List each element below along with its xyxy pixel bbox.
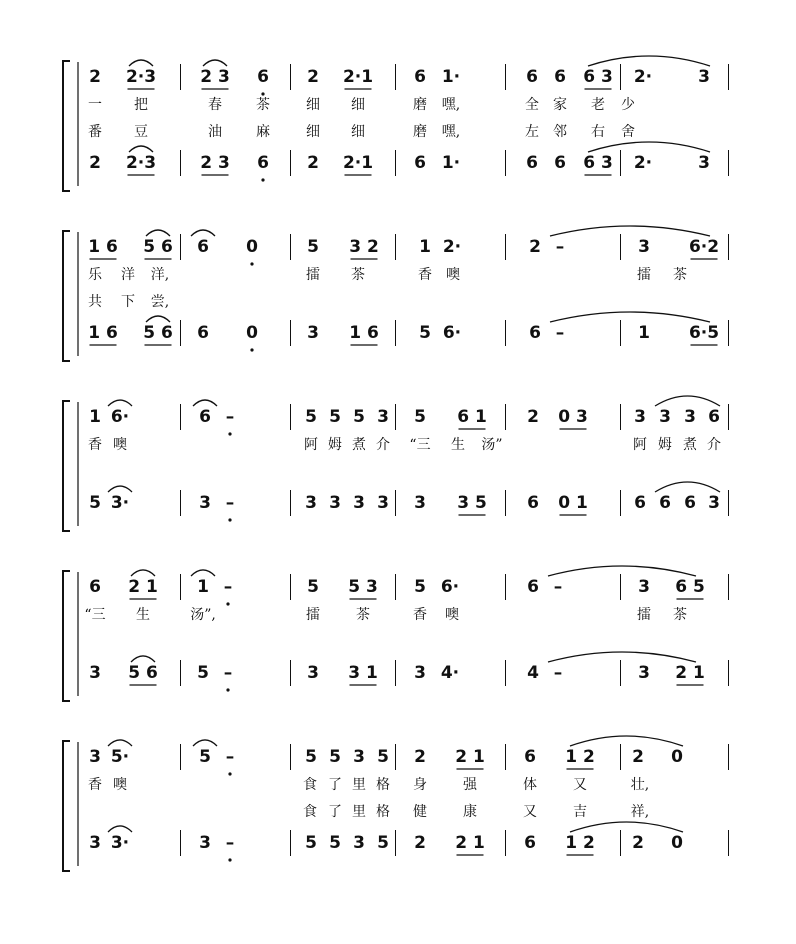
lower-note: 3 (307, 663, 319, 683)
upper-note: 3 (377, 407, 389, 427)
barline (505, 744, 506, 770)
upper-note: 1 (419, 237, 431, 257)
lyric-syllable: 家 (553, 97, 567, 113)
barline (728, 830, 729, 856)
barline (395, 574, 396, 600)
lower-note: 3 (199, 833, 211, 853)
upper-note: 6 (199, 407, 211, 427)
lower-note: 3 (353, 833, 365, 853)
lyric-syllable: 嘿, (441, 124, 461, 140)
barline (180, 64, 181, 90)
upper-note: – (225, 747, 235, 767)
lyric-syllable: 煮 (683, 437, 697, 453)
lyric-syllable: 细 (351, 97, 365, 113)
upper-note: 2· (442, 237, 462, 257)
lyric-syllable: 格 (376, 804, 390, 820)
upper-note: 2 1 (128, 577, 158, 597)
lower-note: 2·1 (342, 153, 374, 173)
upper-note: 6 3 (583, 67, 613, 87)
barline (505, 490, 506, 516)
upper-note: 6 1 (457, 407, 487, 427)
lyric-syllable: 茶 (351, 267, 365, 283)
lyric-syllable: 香 (88, 777, 102, 793)
lower-note: 3 (414, 493, 426, 513)
lower-note: 3· (110, 493, 130, 513)
barline (180, 320, 181, 346)
barline (620, 744, 621, 770)
lyric-syllable: 健 (413, 804, 427, 820)
lyric-syllable: 强 (463, 777, 477, 793)
upper-note: 6 (527, 577, 539, 597)
lyric-syllable: 擂 (306, 267, 320, 283)
lower-note: 3· (110, 833, 130, 853)
lyric-syllable: 汤”, (190, 607, 216, 623)
upper-note: 2 (632, 747, 644, 767)
upper-note: 2·1 (342, 67, 374, 87)
lyric-syllable: 春 (208, 97, 222, 113)
upper-note: 1 (89, 407, 101, 427)
lower-note: 3 5 (457, 493, 487, 513)
lyric-syllable: 擂 (637, 607, 651, 623)
barline (395, 150, 396, 176)
upper-note: 5 3 (348, 577, 378, 597)
lower-note: 2 1 (675, 663, 705, 683)
upper-note: 6 (554, 67, 566, 87)
lyric-syllable: 身 (413, 777, 427, 793)
barline (180, 660, 181, 686)
lower-note: 2 3 (200, 153, 230, 173)
lower-note: – (223, 663, 233, 683)
upper-note: 3 (638, 577, 650, 597)
upper-note: 5 (305, 407, 317, 427)
lyric-syllable: 格 (376, 777, 390, 793)
upper-note: 6· (440, 577, 460, 597)
barline (180, 234, 181, 260)
lyric-syllable: 嘿, (441, 97, 461, 113)
upper-note: 1 6 (88, 237, 118, 257)
upper-note: 3 (638, 237, 650, 257)
lyric-syllable: 洋, (150, 267, 170, 283)
lyric-syllable: 生 (451, 437, 465, 453)
lyric-syllable: 香 (413, 607, 427, 623)
lower-note: 5 6 (143, 323, 173, 343)
lyric-syllable: 茶 (356, 607, 370, 623)
barline (728, 64, 729, 90)
upper-note: – (553, 577, 563, 597)
lower-note: 6 (529, 323, 541, 343)
lyric-syllable: 细 (306, 97, 320, 113)
lyric-syllable: “三 (84, 607, 106, 623)
lower-note: 6 (257, 153, 269, 173)
lyric-syllable: 食 (303, 777, 317, 793)
upper-note: – (225, 407, 235, 427)
barline (505, 404, 506, 430)
barline (180, 744, 181, 770)
lyric-syllable: 噢 (446, 267, 460, 283)
lower-note: 1 6 (88, 323, 118, 343)
upper-note: 0 (246, 237, 258, 257)
lyric-syllable: 麻 (256, 124, 270, 140)
barline (290, 490, 291, 516)
lower-note: 3 (698, 153, 710, 173)
upper-note: 0 (671, 747, 683, 767)
lyric-syllable: 擂 (637, 267, 651, 283)
lower-note: 3 (414, 663, 426, 683)
barline (180, 490, 181, 516)
lower-note: 5 (89, 493, 101, 513)
upper-note: 5 (329, 407, 341, 427)
upper-note: 5 (414, 407, 426, 427)
lower-note: 5 (305, 833, 317, 853)
lyric-syllable: 磨 (413, 124, 427, 140)
barline (728, 150, 729, 176)
lyric-syllable: 豆 (134, 124, 148, 140)
barline (395, 320, 396, 346)
upper-note: 1 (197, 577, 209, 597)
lower-note: 6·5 (688, 323, 720, 343)
upper-note: 6 (526, 67, 538, 87)
upper-note: – (555, 237, 565, 257)
upper-note: 3 (634, 407, 646, 427)
lower-note: 6 (524, 833, 536, 853)
lower-note: 6· (442, 323, 462, 343)
barline (620, 830, 621, 856)
lower-note: 3 (89, 663, 101, 683)
lyric-syllable: 细 (306, 124, 320, 140)
upper-note: 6 (414, 67, 426, 87)
upper-note: 5 (307, 577, 319, 597)
lower-note: 0 (246, 323, 258, 343)
lower-note: 5 (377, 833, 389, 853)
lyric-syllable: 磨 (413, 97, 427, 113)
lyric-syllable: 下 (121, 294, 135, 310)
lower-note: 5 (419, 323, 431, 343)
upper-note: 5 (329, 747, 341, 767)
upper-note: 6 (197, 237, 209, 257)
upper-note: 6 (257, 67, 269, 87)
upper-note: 5 (377, 747, 389, 767)
lyric-syllable: 擂 (306, 607, 320, 623)
lyric-syllable: 康 (463, 804, 477, 820)
lower-note: 0 1 (558, 493, 588, 513)
system-bracket (62, 60, 70, 192)
barline (290, 234, 291, 260)
barline (728, 234, 729, 260)
lyric-syllable: 细 (351, 124, 365, 140)
lyric-syllable: 茶 (256, 97, 270, 113)
lyric-syllable: 煮 (352, 437, 366, 453)
lyric-syllable: 香 (88, 437, 102, 453)
lower-note: 6 (527, 493, 539, 513)
lower-note: 6 (659, 493, 671, 513)
barline (728, 404, 729, 430)
lower-note: 3 (353, 493, 365, 513)
lyric-syllable: 祥, (630, 804, 650, 820)
lyric-syllable: 姆 (658, 437, 672, 453)
barline (290, 660, 291, 686)
lyric-syllable: 汤” (481, 437, 503, 453)
lyric-syllable: 吉 (573, 804, 587, 820)
barline (395, 830, 396, 856)
upper-note: 0 3 (558, 407, 588, 427)
lower-note: 0 (671, 833, 683, 853)
lower-note: 2 (307, 153, 319, 173)
lower-note: 3 (199, 493, 211, 513)
upper-note: 3 (353, 747, 365, 767)
lyric-syllable: 壮, (630, 777, 650, 793)
lyric-syllable: 又 (523, 804, 537, 820)
lyric-syllable: 介 (376, 437, 390, 453)
lower-note: 3 (638, 663, 650, 683)
barline (180, 830, 181, 856)
lower-note: 1 2 (565, 833, 595, 853)
lower-note: – (225, 833, 235, 853)
upper-note: 5 (353, 407, 365, 427)
barline (505, 64, 506, 90)
lower-note: 4· (440, 663, 460, 683)
barline (180, 150, 181, 176)
lyric-syllable: 舍 (621, 124, 635, 140)
upper-note: 2 (414, 747, 426, 767)
lower-note: 2 (89, 153, 101, 173)
lower-note: 6 (526, 153, 538, 173)
barline (180, 404, 181, 430)
lower-note: 1 6 (349, 323, 379, 343)
barline (290, 744, 291, 770)
barline (290, 320, 291, 346)
upper-note: 2 (89, 67, 101, 87)
lower-note: 2 1 (455, 833, 485, 853)
lower-note: 3 (89, 833, 101, 853)
barline (505, 830, 506, 856)
barline (620, 574, 621, 600)
upper-note: 3 (659, 407, 671, 427)
lyric-syllable: 少 (621, 97, 635, 113)
system-bracket (62, 400, 70, 532)
lyric-syllable: 油 (208, 124, 222, 140)
upper-note: 5 (199, 747, 211, 767)
lower-note: 2 (414, 833, 426, 853)
barline (505, 574, 506, 600)
upper-note: 5· (110, 747, 130, 767)
lyric-syllable: 噢 (113, 437, 127, 453)
lower-note: 2 (632, 833, 644, 853)
upper-note: 2· (633, 67, 653, 87)
upper-note: 2 (527, 407, 539, 427)
upper-note: 2 (307, 67, 319, 87)
upper-note: 5 (305, 747, 317, 767)
upper-note: 6·2 (688, 237, 720, 257)
upper-note: 5 6 (143, 237, 173, 257)
lower-note: 6 (634, 493, 646, 513)
barline (290, 404, 291, 430)
lyric-syllable: 噢 (445, 607, 459, 623)
barline (505, 234, 506, 260)
lyric-syllable: 阿 (633, 437, 647, 453)
lower-note: 2·3 (125, 153, 157, 173)
upper-note: 3 2 (349, 237, 379, 257)
barline (290, 150, 291, 176)
lyric-syllable: 了 (328, 804, 342, 820)
upper-note: 3 (89, 747, 101, 767)
lyric-syllable: 全 (525, 97, 539, 113)
upper-note: 2 1 (455, 747, 485, 767)
lower-note: 4 (527, 663, 539, 683)
upper-note: 5 (307, 237, 319, 257)
lower-note: 6 (684, 493, 696, 513)
system-bracket (62, 570, 70, 702)
upper-note: 2·3 (125, 67, 157, 87)
barline (728, 320, 729, 346)
barline (395, 64, 396, 90)
lyric-syllable: 体 (523, 777, 537, 793)
lyric-syllable: 左 (525, 124, 539, 140)
barline (395, 744, 396, 770)
barline (728, 744, 729, 770)
lyric-syllable: 番 (88, 124, 102, 140)
lyric-syllable: 茶 (673, 607, 687, 623)
upper-note: 6 (708, 407, 720, 427)
lower-note: 3 (708, 493, 720, 513)
barline (620, 404, 621, 430)
barline (728, 660, 729, 686)
upper-note: 1· (441, 67, 461, 87)
lyric-syllable: 食 (303, 804, 317, 820)
upper-note: 6 (89, 577, 101, 597)
upper-note: 6 (524, 747, 536, 767)
barline (620, 64, 621, 90)
upper-note: – (223, 577, 233, 597)
lyric-syllable: 噢 (113, 777, 127, 793)
barline (620, 234, 621, 260)
lower-note: – (225, 493, 235, 513)
lower-note: 3 (329, 493, 341, 513)
lyric-syllable: 一 (88, 97, 102, 113)
lyric-syllable: 茶 (673, 267, 687, 283)
lower-note: 3 1 (348, 663, 378, 683)
lyric-syllable: 乐 (88, 267, 102, 283)
lyric-syllable: 里 (352, 804, 366, 820)
barline (620, 150, 621, 176)
barline (620, 660, 621, 686)
system-bracket (62, 740, 70, 872)
barline (395, 660, 396, 686)
barline (395, 234, 396, 260)
lower-note: 6 (197, 323, 209, 343)
lower-note: 6 (554, 153, 566, 173)
upper-note: 2 3 (200, 67, 230, 87)
system-bracket (62, 230, 70, 362)
lyric-syllable: 里 (352, 777, 366, 793)
barline (505, 660, 506, 686)
barline (290, 574, 291, 600)
lyric-syllable: 右 (591, 124, 605, 140)
upper-note: 6 5 (675, 577, 705, 597)
lower-note: 6 (414, 153, 426, 173)
lower-note: 5 6 (128, 663, 158, 683)
lyric-syllable: 洋 (121, 267, 135, 283)
lyric-syllable: 又 (573, 777, 587, 793)
upper-note: 2 (529, 237, 541, 257)
upper-note: 3 (684, 407, 696, 427)
lower-note: 5 (197, 663, 209, 683)
lyric-syllable: 姆 (328, 437, 342, 453)
barline (620, 490, 621, 516)
lower-note: – (555, 323, 565, 343)
lower-note: 5 (329, 833, 341, 853)
lower-note: 3 (377, 493, 389, 513)
barline (395, 490, 396, 516)
barline (290, 830, 291, 856)
lower-note: 3 (307, 323, 319, 343)
lyric-syllable: 尝, (150, 294, 170, 310)
barline (728, 490, 729, 516)
barline (728, 574, 729, 600)
lower-note: 1· (441, 153, 461, 173)
barline (505, 150, 506, 176)
lower-note: 3 (305, 493, 317, 513)
upper-note: 3 (698, 67, 710, 87)
barline (620, 320, 621, 346)
upper-note: 6· (110, 407, 130, 427)
lower-note: – (553, 663, 563, 683)
lower-note: 1 (638, 323, 650, 343)
lyric-syllable: 介 (707, 437, 721, 453)
upper-note: 1 2 (565, 747, 595, 767)
barline (505, 320, 506, 346)
lyric-syllable: “三 (409, 437, 431, 453)
lyric-syllable: 把 (134, 97, 148, 113)
lyric-syllable: 邻 (553, 124, 567, 140)
lyric-syllable: 香 (418, 267, 432, 283)
lower-note: 2· (633, 153, 653, 173)
lower-note: 6 3 (583, 153, 613, 173)
lyric-syllable: 了 (328, 777, 342, 793)
barline (290, 64, 291, 90)
barline (395, 404, 396, 430)
lyric-syllable: 生 (136, 607, 150, 623)
lyric-syllable: 阿 (304, 437, 318, 453)
lyric-syllable: 共 (88, 294, 102, 310)
barline (180, 574, 181, 600)
lyric-syllable: 老 (591, 97, 605, 113)
upper-note: 5 (414, 577, 426, 597)
